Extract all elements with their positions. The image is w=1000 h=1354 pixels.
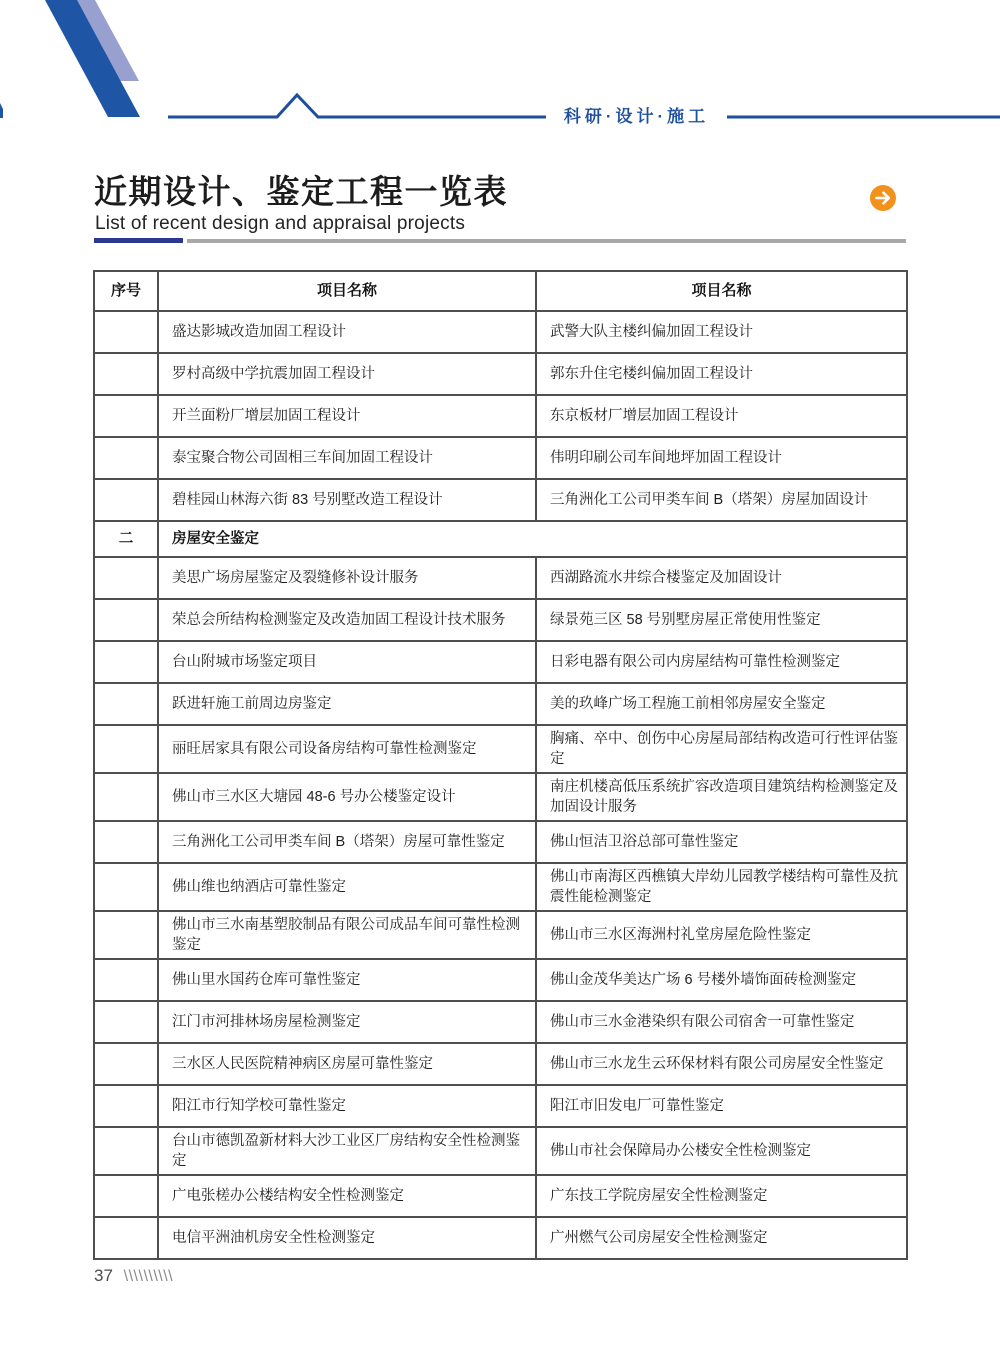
serial-cell [94, 353, 158, 395]
project-cell-left: 电信平洲油机房安全性检测鉴定 [158, 1217, 536, 1259]
project-cell-left: 江门市河排林场房屋检测鉴定 [158, 1001, 536, 1043]
serial-cell [94, 821, 158, 863]
serial-cell [94, 1217, 158, 1259]
table-row [94, 959, 907, 1001]
project-cell-right: 广东技工学院房屋安全性检测鉴定 [536, 1175, 907, 1217]
table-row [94, 1085, 907, 1127]
project-cell-left: 阳江市行知学校可靠性鉴定 [158, 1085, 536, 1127]
header-project-right: 项目名称 [536, 271, 907, 311]
table-row [94, 683, 907, 725]
project-cell-left: 佛山市三水南基塑胶制品有限公司成品车间可靠性检测鉴定 [158, 911, 536, 959]
table-row [94, 311, 907, 353]
project-cell-right: 郭东升住宅楼纠偏加固工程设计 [536, 353, 907, 395]
project-cell-left: 佛山维也纳酒店可靠性鉴定 [158, 863, 536, 911]
serial-cell [94, 395, 158, 437]
project-cell-right: 武警大队主楼纠偏加固工程设计 [536, 311, 907, 353]
masthead-decoration [0, 0, 1000, 140]
arrow-circle-icon [870, 185, 896, 211]
project-cell-left: 荣总会所结构检测鉴定及改造加固工程设计技术服务 [158, 599, 536, 641]
serial-cell [94, 959, 158, 1001]
project-cell-right: 阳江市旧发电厂可靠性鉴定 [536, 1085, 907, 1127]
project-cell-left: 开兰面粉厂增层加固工程设计 [158, 395, 536, 437]
serial-cell [94, 911, 158, 959]
project-cell-left: 广电张槎办公楼结构安全性检测鉴定 [158, 1175, 536, 1217]
serial-cell [94, 641, 158, 683]
project-cell-right: 佛山市社会保障局办公楼安全性检测鉴定 [536, 1127, 907, 1175]
masthead-rule-left [168, 95, 546, 117]
project-cell-left: 三水区人民医院精神病区房屋可靠性鉴定 [158, 1043, 536, 1085]
project-cell-left: 丽旺居家具有限公司设备房结构可靠性检测鉴定 [158, 725, 536, 773]
serial-cell [94, 1043, 158, 1085]
section-label-cell: 房屋安全鉴定 [158, 521, 907, 557]
project-cell-left: 美思广场房屋鉴定及裂缝修补设计服务 [158, 557, 536, 599]
serial-cell [94, 1175, 158, 1217]
table-row [94, 1217, 907, 1259]
serial-cell [94, 557, 158, 599]
table-row [94, 1175, 907, 1217]
project-cell-right: 佛山市南海区西樵镇大岸幼儿园教学楼结构可靠性及抗震性能检测鉴定 [536, 863, 907, 911]
project-cell-left: 台山市德凯盈新材料大沙工业区厂房结构安全性检测鉴定 [158, 1127, 536, 1175]
project-cell-right: 佛山市三水区海洲村礼堂房屋危险性鉴定 [536, 911, 907, 959]
project-cell-right: 西湖路流水井综合楼鉴定及加固设计 [536, 557, 907, 599]
title-rule-navy [94, 238, 183, 243]
project-cell-right: 东京板材厂增层加固工程设计 [536, 395, 907, 437]
project-cell-right: 佛山金茂华美达广场 6 号楼外墙饰面砖检测鉴定 [536, 959, 907, 1001]
page-title: 近期设计、鉴定工程一览表 [94, 173, 508, 210]
stripe-edge-sliver-icon [0, 103, 3, 118]
serial-cell [94, 863, 158, 911]
serial-cell [94, 437, 158, 479]
serial-cell [94, 683, 158, 725]
table-row [94, 863, 907, 911]
section-row [94, 521, 907, 557]
project-cell-right: 三角洲化工公司甲类车间 B（塔架）房屋加固设计 [536, 479, 907, 521]
project-cell-right: 日彩电器有限公司内房屋结构可靠性检测鉴定 [536, 641, 907, 683]
table-header-row [94, 271, 907, 311]
table-row [94, 725, 907, 773]
project-cell-right: 佛山市三水金港染织有限公司宿舍一可靠性鉴定 [536, 1001, 907, 1043]
project-cell-right: 伟明印刷公司车间地坪加固工程设计 [536, 437, 907, 479]
table-row [94, 395, 907, 437]
table-row [94, 1127, 907, 1175]
table-row [94, 599, 907, 641]
page-number-slashes: \\\\\\\\\\ [123, 1268, 174, 1285]
section-label: 科研·设计·施工 [546, 103, 727, 131]
serial-cell [94, 725, 158, 773]
serial-cell [94, 311, 158, 353]
section-number-cell: 二 [94, 521, 158, 557]
page-subtitle: List of recent design and appraisal projects [95, 213, 466, 234]
project-cell-right: 绿景苑三区 58 号别墅房屋正常使用性鉴定 [536, 599, 907, 641]
title-rule-gray [187, 239, 906, 243]
page-footer [94, 1266, 173, 1286]
serial-cell [94, 479, 158, 521]
table-row [94, 641, 907, 683]
project-cell-left: 佛山里水国药仓库可靠性鉴定 [158, 959, 536, 1001]
project-cell-left: 泰宝聚合物公司固相三车间加固工程设计 [158, 437, 536, 479]
project-cell-left: 盛达影城改造加固工程设计 [158, 311, 536, 353]
page-number: 37 [94, 1266, 113, 1285]
project-cell-left: 跃进轩施工前周边房鉴定 [158, 683, 536, 725]
project-cell-left: 三角洲化工公司甲类车间 B（塔架）房屋可靠性鉴定 [158, 821, 536, 863]
project-cell-right: 广州燃气公司房屋安全性检测鉴定 [536, 1217, 907, 1259]
serial-cell [94, 1085, 158, 1127]
header-serial: 序号 [94, 271, 158, 311]
project-cell-right: 美的玖峰广场工程施工前相邻房屋安全鉴定 [536, 683, 907, 725]
projects-table [93, 270, 908, 1260]
serial-cell [94, 1127, 158, 1175]
table-row [94, 821, 907, 863]
table-row [94, 437, 907, 479]
table-row [94, 353, 907, 395]
table-row [94, 911, 907, 959]
project-cell-right: 佛山恒洁卫浴总部可靠性鉴定 [536, 821, 907, 863]
project-cell-left: 佛山市三水区大塘园 48-6 号办公楼鉴定设计 [158, 773, 536, 821]
table-row [94, 1001, 907, 1043]
header-project-left: 项目名称 [158, 271, 536, 311]
table-row [94, 557, 907, 599]
table-row [94, 773, 907, 821]
serial-cell [94, 1001, 158, 1043]
serial-cell [94, 599, 158, 641]
project-cell-left: 罗村高级中学抗震加固工程设计 [158, 353, 536, 395]
table-row [94, 479, 907, 521]
project-cell-right: 佛山市三水龙生云环保材料有限公司房屋安全性鉴定 [536, 1043, 907, 1085]
project-cell-left: 碧桂园山林海六街 83 号别墅改造工程设计 [158, 479, 536, 521]
serial-cell [94, 773, 158, 821]
project-cell-right: 南庄机楼高低压系统扩容改造项目建筑结构检测鉴定及加固设计服务 [536, 773, 907, 821]
project-cell-right: 胸痛、卒中、创伤中心房屋局部结构改造可行性评估鉴定 [536, 725, 907, 773]
table-row [94, 1043, 907, 1085]
project-cell-left: 台山附城市场鉴定项目 [158, 641, 536, 683]
